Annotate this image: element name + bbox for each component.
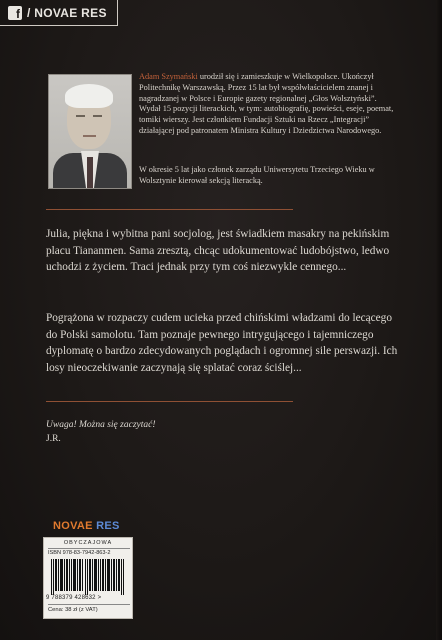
- author-bio: [139, 72, 394, 137]
- author-photo: [48, 74, 132, 189]
- divider-bottom: [46, 401, 293, 402]
- facebook-icon: f: [8, 6, 22, 20]
- note-initials: J.R.: [46, 434, 61, 444]
- genre-label: OBYCZAJOWA: [63, 540, 113, 546]
- barcode-block: [43, 537, 133, 619]
- author-bio-second-paragraph: W okresie 5 lat jako członek zarządu Uniwersytetu Trzeciego Wieku w Wolsztynie kierował sekcją literacką.: [139, 165, 375, 185]
- reader-note: Uwaga! Można się zaczytać!: [46, 420, 156, 430]
- logo-part-1: NOVAE: [53, 520, 93, 532]
- logo-part-2: RES: [96, 520, 120, 532]
- publisher-bar: [0, 0, 118, 26]
- price-label: Cena: 38 zł (z VAT): [48, 607, 98, 613]
- blurb-paragraph-1: Julia, piękna i wybitna pani socjolog, jest świadkiem masakry na pekińskim placu Tiananmen. Sama zresztą, chcąc udokumentować ludobójstwo, ledwo uchodzi z życiem. Traci jednak przy tym coś niezwykle cennego...: [46, 228, 390, 274]
- barcode-digits: 9 788379 428632 >: [46, 595, 102, 601]
- author-name: Adam Szymański: [139, 72, 198, 81]
- blurb-paragraph-2: Pogrążona w rozpaczy cudem ucieka przed chińskimi władzami do lecącego do Polski samolotu. Tam poznaje pewnego intrygującego i tajemniczego dyplomatę o bardzo zdecydowanych poglądach i ogromnej sile perswazji. Ich losy nieoczekiwanie zaczynają się splatać coraz ściślej...: [46, 312, 398, 374]
- author-bio-text: urodził się i zamieszkuje w Wielkopolsce. Ukończył Politechnikę Warszawską. Przez 15 lat był współwłaścicielem znanej i nagradzanej w Polsce i Europie gazety regionalnej „Głos Wolsztyński”. Wydał 15 pozycji literackich, w tym: autobiografię, powieści, eseje, poemat, tomiki wierszy. Jest członkiem Fundacji Sztuki na Rzecz „Integracji” działającej pod patronatem Ministra Kultury i Dziedzictwa Narodowego.: [139, 72, 394, 135]
- publisher-logo: [53, 520, 120, 532]
- barcode-icon: [51, 559, 125, 595]
- isbn-text: ISBN 978-83-7942-863-2: [48, 550, 111, 556]
- divider-top: [46, 209, 293, 210]
- publisher-bar-text: / NOVAE RES: [27, 5, 107, 20]
